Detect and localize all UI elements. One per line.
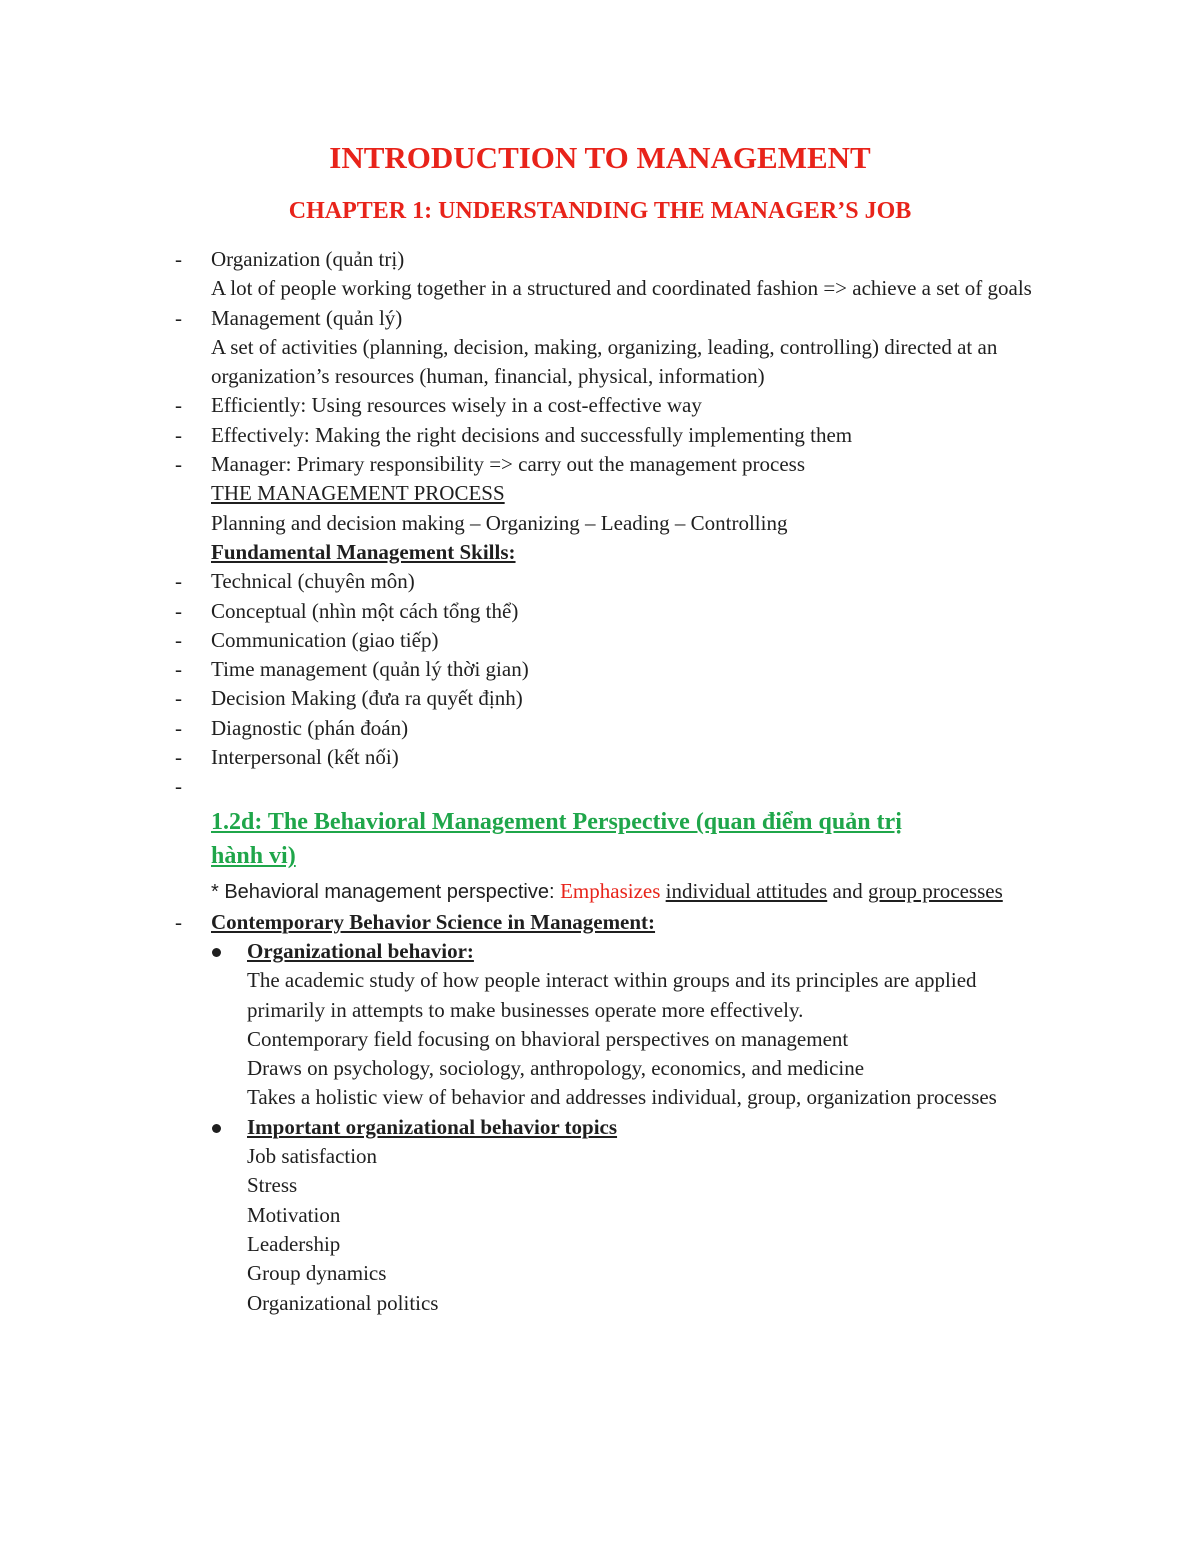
dash-bullet: - — [175, 774, 182, 799]
skill-text: Technical (chuyên môn) — [211, 569, 415, 594]
management-process-text: Planning and decision making – Organizing – Leading – Controlling — [211, 510, 788, 535]
behavioral-definition — [211, 877, 1070, 907]
document-body — [0, 245, 1200, 1318]
skills-heading: Fundamental Management Skills: — [211, 539, 516, 564]
definition-and: and — [827, 879, 869, 904]
skill-item — [0, 714, 1200, 743]
organization-label: Organization (quản trị) — [211, 247, 405, 271]
topic-item: Leadership — [247, 1231, 341, 1256]
contemporary-heading: Contemporary Behavior Science in Management: — [211, 909, 656, 934]
skill-text: Communication (giao tiếp) — [211, 627, 439, 652]
skill-text: Decision Making (đưa ra quyết định) — [211, 686, 523, 711]
effectively-text: Effectively: Making the right decisions and successfully implementing them — [211, 422, 853, 447]
bullet-organizational-behavior — [0, 937, 1200, 1113]
dash-bullet: - — [175, 422, 182, 447]
list-item-effectively — [0, 421, 1200, 450]
management-label: Management (quản lý) — [211, 305, 403, 330]
ob-line: Contemporary field focusing on bhavioral perspectives on management — [247, 1026, 849, 1051]
skill-item — [0, 743, 1200, 772]
skill-item — [0, 655, 1200, 684]
ob-line: The academic study of how people interact within groups and its principles are applied primarily in attempts to make businesses operate more effectively. — [247, 968, 977, 1022]
dash-bullet: - — [175, 393, 182, 418]
definition-group-processes: group processes — [868, 879, 1003, 904]
definition-individual-attitudes: individual attitudes — [665, 879, 828, 904]
dash-bullet: - — [175, 686, 182, 711]
skill-text: Time management (quản lý thời gian) — [211, 657, 529, 682]
definition-emphasis: Emphasizes — [560, 879, 661, 904]
list-item-efficiently — [0, 391, 1200, 420]
ob-line: Draws on psychology, sociology, anthropology, economics, and medicine — [247, 1056, 865, 1081]
empty-line — [211, 772, 1070, 801]
management-description: A set of activities (planning, decision, making, organizing, leading, controlling) directed at an organization’s resources (human, financial, physical, information) — [211, 334, 998, 389]
dash-bullet: - — [175, 247, 182, 271]
skill-item — [0, 626, 1200, 655]
document-title: INTRODUCTION TO MANAGEMENT — [329, 140, 871, 175]
skill-item — [0, 567, 1200, 596]
organizational-behavior-heading: Organizational behavior: — [247, 938, 474, 963]
list-item-behavioral — [0, 772, 1200, 907]
dash-bullet: - — [175, 452, 182, 477]
dash-bullet: - — [175, 745, 182, 770]
topic-item: Job satisfaction — [247, 1144, 378, 1169]
efficiently-text: Efficiently: Using resources wisely in a cost-effective way — [211, 393, 702, 418]
topic-item: Stress — [247, 1173, 298, 1198]
topics-heading: Important organizational behavior topics — [247, 1114, 618, 1139]
organization-description: A lot of people working together in a structured and coordinated fashion => achieve a set of goals — [211, 276, 1032, 301]
dash-bullet: - — [175, 715, 182, 740]
skill-text: Diagnostic (phán đoán) — [211, 715, 409, 740]
manager-text: Manager: Primary responsibility => carry out the management process — [211, 452, 806, 477]
skill-text: Conceptual (nhìn một cách tổng thể) — [211, 598, 519, 623]
topic-item: Organizational politics — [247, 1290, 439, 1315]
list-item-management — [0, 304, 1200, 392]
topic-item: Group dynamics — [247, 1261, 387, 1286]
topic-item: Motivation — [247, 1202, 341, 1227]
bullet-ob-topics — [0, 1113, 1200, 1318]
dash-bullet: - — [175, 657, 182, 682]
definition-prefix: * Behavioral management perspective: — [211, 881, 561, 904]
skill-item — [0, 684, 1200, 713]
dash-bullet: - — [175, 305, 182, 330]
behavioral-perspective-heading: 1.2d: The Behavioral Management Perspective (quan điểm quản trị hành vi) — [211, 809, 902, 870]
ob-line: Takes a holistic view of behavior and addresses individual, group, organization processes — [247, 1085, 997, 1110]
chapter-heading: CHAPTER 1: UNDERSTANDING THE MANAGER’S JOB — [288, 198, 912, 224]
dash-bullet: - — [175, 569, 182, 594]
list-item-manager — [0, 450, 1200, 567]
skill-item — [0, 597, 1200, 626]
list-item-contemporary — [0, 908, 1200, 937]
dash-bullet: - — [175, 909, 182, 934]
management-process-heading: THE MANAGEMENT PROCESS — [211, 481, 505, 506]
bullet-dot-icon — [212, 948, 221, 957]
dash-bullet: - — [175, 627, 182, 652]
skill-text: Interpersonal (kết nối) — [211, 745, 399, 770]
bullet-dot-icon — [212, 1124, 221, 1133]
dash-bullet: - — [175, 598, 182, 623]
list-item-organization — [0, 245, 1200, 304]
